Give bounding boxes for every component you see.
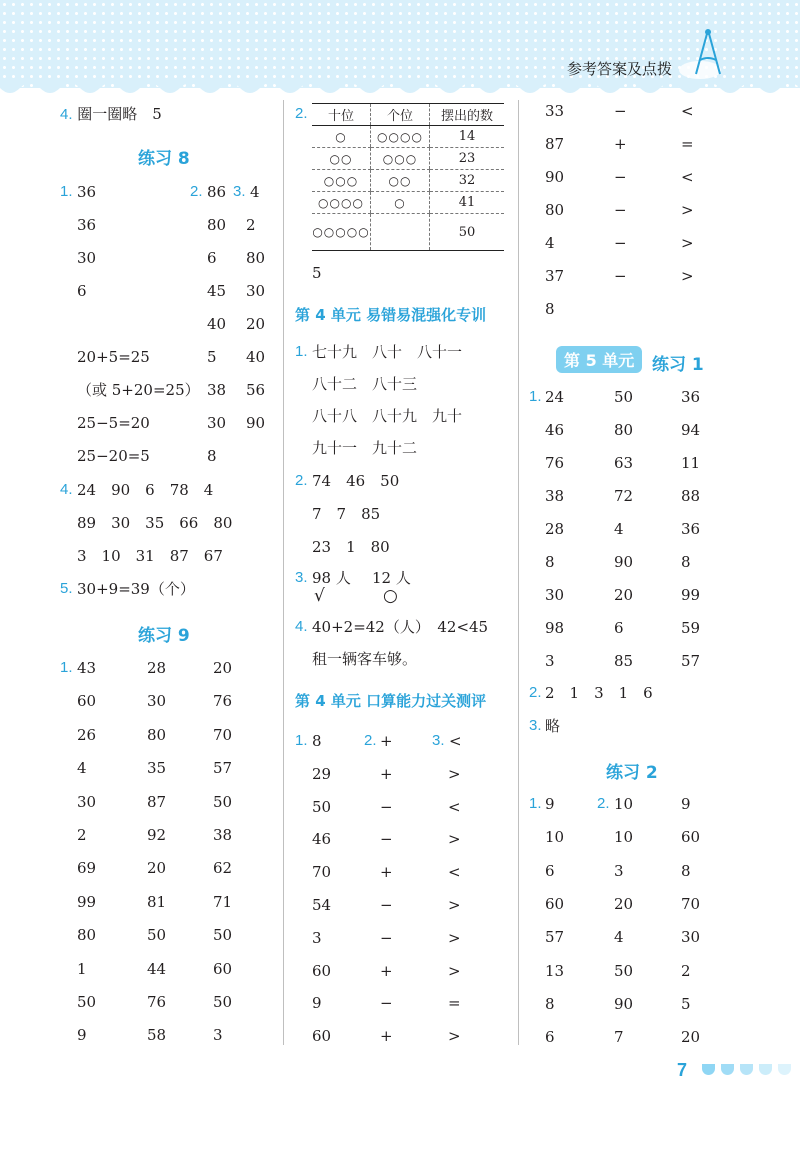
table-cell: ○○○○○: [312, 214, 371, 251]
ex8-q2-ans: 5: [207, 348, 217, 366]
table-cell: ○: [312, 126, 371, 148]
ex8-q2-ans: 45: [207, 282, 227, 300]
unit5-ex1-title: 练习 1: [652, 355, 704, 375]
answer-cell: >: [681, 267, 694, 285]
ex1-q2-num: 2.: [529, 684, 542, 701]
u4b-q1-num: 1.: [295, 732, 308, 749]
answer-cell: 38: [545, 487, 565, 505]
answer-cell: 63: [614, 454, 634, 472]
u4a-q1-num: 1.: [295, 343, 308, 360]
answer-cell: 60: [312, 961, 332, 980]
column-divider-1: [283, 100, 284, 1045]
answer-cell: 80: [545, 201, 565, 219]
answer-cell: 6: [614, 619, 624, 637]
ex8-q3-ans: 4: [250, 183, 260, 201]
ex8-q3-ans: 30: [246, 282, 266, 300]
answer-cell: 29: [312, 764, 332, 783]
answer-cell: 20: [614, 586, 634, 604]
u4a-q2-line: 74 46 50: [312, 472, 400, 490]
answer-cell: 46: [312, 830, 332, 849]
answer-cell: 87: [147, 792, 167, 811]
answer-cell: 85: [614, 652, 634, 670]
unit5-label: 第 5 单元: [556, 346, 642, 373]
answer-cell: >: [448, 896, 461, 914]
answer-cell: <: [449, 732, 462, 750]
u4a-q2-num: 2.: [295, 472, 308, 489]
ex8-q3-ans: 40: [246, 348, 266, 366]
ex8-q2-ans: 86: [207, 183, 227, 201]
answer-cell: −: [614, 168, 627, 186]
table-cell: 23: [430, 148, 505, 170]
ex8-q3-num: 3.: [233, 183, 246, 200]
answer-cell: +: [380, 764, 393, 783]
answer-cell: 50: [213, 993, 233, 1011]
answer-cell: 3: [213, 1026, 223, 1045]
ex2-title: 练习 2: [606, 763, 658, 783]
answer-cell: 50: [213, 926, 233, 945]
table-cell: ○○○○: [312, 192, 371, 214]
answer-cell: 80: [614, 421, 634, 439]
answer-cell: +: [380, 1027, 393, 1046]
answer-cell: 44: [147, 959, 167, 978]
u4a-q2-line: 7 7 85: [312, 505, 381, 523]
answer-cell: 60: [312, 1027, 332, 1046]
answer-cell: 72: [614, 487, 634, 505]
answer-cell: 37: [545, 267, 565, 285]
answer-cell: 5: [681, 994, 691, 1013]
answer-cell: −: [614, 102, 627, 120]
answer-cell: 60: [545, 894, 565, 913]
answer-cell: >: [448, 764, 461, 783]
answer-cell: 9: [681, 795, 691, 813]
answer-cell: 57: [545, 928, 565, 947]
answer-cell: 30: [681, 928, 701, 947]
u4a-q3-b: 12 人: [372, 569, 411, 587]
col2-after-table: 5: [312, 264, 322, 282]
ex8-q2-ans: 40: [207, 315, 227, 333]
answer-cell: 54: [312, 896, 332, 914]
answer-cell: 2: [77, 826, 87, 844]
ex1-q3-num: 3.: [529, 717, 542, 734]
answer-cell: 62: [213, 859, 233, 878]
ex8-q3-ans: 56: [246, 381, 266, 399]
answer-cell: >: [681, 201, 694, 219]
ex2-q2-num: 2.: [597, 795, 610, 812]
u4b-q3-num: 3.: [432, 732, 445, 749]
header-title: 参考答案及点拨: [566, 60, 672, 78]
ex8-q4-row: 89 30 35 66 80: [77, 514, 233, 532]
answer-cell: 11: [681, 454, 701, 472]
answer-cell: 46: [545, 421, 565, 439]
answer-cell: 99: [681, 586, 701, 604]
table-header: 十位: [312, 104, 371, 126]
table-row: [312, 214, 504, 251]
answer-cell: 43: [77, 659, 97, 677]
table-row: [312, 192, 504, 214]
answer-cell: 90: [545, 168, 565, 186]
answer-cell: −: [380, 896, 393, 914]
answer-cell: 13: [545, 961, 565, 980]
table-cell: ○○○○: [371, 126, 430, 148]
answer-cell: 36: [681, 388, 701, 406]
answer-cell: 20: [681, 1028, 701, 1047]
ex8-q2-ans: 6: [207, 249, 217, 267]
answer-cell: 81: [147, 892, 167, 911]
answer-cell: 8: [545, 553, 555, 571]
table-cell: ○○: [312, 148, 371, 170]
answer-cell: 36: [681, 520, 701, 538]
deco-dot: [721, 1064, 734, 1075]
answer-cell: 20: [213, 659, 233, 677]
compass-icon: [678, 26, 736, 84]
answer-cell: 8: [681, 861, 691, 880]
answer-cell: 6: [545, 1028, 555, 1047]
ex8-q1-ans: 30: [77, 249, 97, 267]
answer-cell: 88: [681, 487, 701, 505]
answer-cell: 70: [213, 725, 233, 744]
ex8-q1-ans: 6: [77, 282, 87, 300]
answer-cell: 70: [312, 863, 332, 882]
check-mark-icon: √: [314, 586, 325, 606]
col1-q4-top: 4. 圈一圈略 5: [60, 105, 162, 123]
answer-cell: 24: [545, 388, 565, 406]
answer-cell: 8: [312, 732, 322, 750]
answer-cell: 30: [147, 692, 167, 711]
answer-cell: =: [448, 994, 461, 1013]
table-cell: ○○○: [312, 170, 371, 192]
answer-cell: −: [380, 928, 393, 947]
table-cell: 32: [430, 170, 505, 192]
u4a-q2-line: 23 1 80: [312, 538, 390, 556]
circle-mark-icon: ○: [383, 586, 398, 606]
ex8-q3-ans: 2: [246, 216, 256, 234]
u4a-q4-line: 40+2=42（人） 42<45: [312, 618, 489, 636]
answer-cell: <: [448, 797, 461, 816]
answer-cell: 80: [147, 725, 167, 744]
answer-cell: 57: [681, 652, 701, 670]
answer-cell: >: [448, 830, 461, 849]
answer-cell: −: [380, 797, 393, 816]
answer-cell: 3: [545, 652, 555, 670]
ex9-q1-num: 1.: [60, 659, 73, 676]
ex8-q2-num: 2.: [190, 183, 203, 200]
answer-cell: 7: [614, 1028, 624, 1047]
answer-cell: −: [614, 201, 627, 219]
ex1-q3-ans: 略: [545, 717, 561, 735]
table-cell: 50: [430, 214, 505, 251]
answer-cell: 98: [545, 619, 565, 637]
page-number: 7: [677, 1060, 688, 1080]
answer-cell: <: [448, 863, 461, 882]
answer-cell: −: [614, 234, 627, 252]
answer-cell: >: [681, 234, 694, 252]
answer-cell: 50: [614, 388, 634, 406]
table-header: 摆出的数: [430, 104, 505, 126]
answer-cell: 4: [614, 928, 624, 947]
u4a-q1-line: 八十八 八十九 九十: [312, 407, 463, 425]
answer-cell: 59: [681, 619, 701, 637]
answer-cell: 4: [77, 759, 87, 778]
answer-cell: −: [380, 994, 393, 1013]
answer-cell: 33: [545, 102, 565, 120]
answer-cell: −: [380, 830, 393, 849]
answer-cell: >: [448, 961, 461, 980]
ex1-q1-num: 1.: [529, 388, 542, 405]
table-cell: ○: [371, 192, 430, 214]
table-cell: [371, 214, 430, 251]
answer-cell: >: [448, 1027, 461, 1046]
deco-dot: [702, 1064, 715, 1075]
answer-cell: 28: [147, 659, 167, 677]
ex8-q3-ans: 90: [246, 414, 266, 432]
answer-cell: 60: [681, 828, 701, 847]
ex8-q2-ans: 8: [207, 447, 217, 465]
answer-cell: 50: [312, 797, 332, 816]
answer-cell: 94: [681, 421, 701, 439]
u4a-q4-num: 4.: [295, 618, 308, 635]
ex1-q2-ans: 2 1 3 1 6: [545, 684, 653, 702]
table-cell: ○○: [371, 170, 430, 192]
u4a-q1-line: 九十一 九十二: [312, 439, 418, 457]
ex8-q5-ans: 30+9=39（个）: [77, 580, 195, 598]
answer-cell: 57: [213, 759, 233, 778]
answer-cell: <: [681, 168, 694, 186]
answer-cell: 50: [213, 792, 233, 811]
answer-cell: 60: [77, 692, 97, 711]
answer-cell: 10: [614, 795, 634, 813]
deco-dot: [778, 1064, 791, 1075]
answer-cell: 8: [545, 300, 555, 318]
ex2-q1-num: 1.: [529, 795, 542, 812]
answer-cell: 4: [545, 234, 555, 252]
answer-cell: 6: [545, 861, 555, 880]
answer-cell: 76: [213, 692, 233, 711]
table-header: 个位: [371, 104, 430, 126]
answer-cell: 20: [614, 894, 634, 913]
ex8-equation: （或 5+20=25）: [77, 381, 200, 399]
answer-cell: 50: [614, 961, 634, 980]
answer-cell: 76: [147, 993, 167, 1011]
ex8-q2-ans: 80: [207, 216, 227, 234]
answer-cell: 8: [545, 994, 555, 1013]
answer-cell: 26: [77, 725, 97, 744]
answer-cell: <: [681, 102, 694, 120]
ex8-q1-ans: 36: [77, 183, 97, 201]
answer-cell: 2: [681, 961, 691, 980]
ex8-q3-ans: 80: [246, 249, 266, 267]
table-row: [312, 148, 504, 170]
ex8-equation: 20+5=25: [77, 348, 150, 366]
deco-dot: [740, 1064, 753, 1075]
ex8-equation: 25−20=5: [77, 447, 150, 465]
answer-cell: 70: [681, 894, 701, 913]
answer-cell: 71: [213, 892, 233, 911]
deco-dot: [759, 1064, 772, 1075]
ex8-equation: 25−5=20: [77, 414, 150, 432]
answer-cell: 9: [312, 994, 322, 1013]
answer-cell: 1: [77, 959, 87, 978]
answer-cell: 28: [545, 520, 565, 538]
answer-cell: 9: [77, 1026, 87, 1045]
col2-q2-num: 2.: [295, 105, 308, 122]
answer-cell: 30: [77, 792, 97, 811]
u4a-q3-a: 98 人: [312, 569, 351, 587]
answer-cell: 4: [614, 520, 624, 538]
answer-cell: 50: [77, 993, 97, 1011]
answer-cell: 92: [147, 826, 167, 844]
ex8-q1-num: 1.: [60, 183, 73, 200]
ex8-q4-row: 24 90 6 78 4: [77, 481, 214, 499]
answer-cell: =: [681, 135, 694, 153]
unit4-heading-a: 第 4 单元 易错易混强化专训: [295, 306, 487, 324]
answer-cell: 69: [77, 859, 97, 878]
answer-cell: 99: [77, 892, 97, 911]
ex8-q4-row: 3 10 31 87 67: [77, 547, 223, 565]
answer-cell: 90: [614, 553, 634, 571]
answer-cell: 90: [614, 994, 634, 1013]
answer-cell: 87: [545, 135, 565, 153]
u4b-q2-num: 2.: [364, 732, 377, 749]
answer-cell: 8: [681, 553, 691, 571]
answer-cell: +: [614, 135, 627, 153]
answer-cell: 50: [147, 926, 167, 945]
ex8-q3-ans: 20: [246, 315, 266, 333]
answer-cell: 60: [213, 959, 233, 978]
ex8-q4-num: 4.: [60, 481, 73, 498]
table-cell: 14: [430, 126, 505, 148]
answer-cell: 20: [147, 859, 167, 878]
answer-cell: −: [614, 267, 627, 285]
answer-cell: 80: [77, 926, 97, 945]
u4a-q3-num: 3.: [295, 569, 308, 586]
column-divider-2: [518, 100, 519, 1045]
answer-cell: 58: [147, 1026, 167, 1045]
answer-cell: 9: [545, 795, 555, 813]
answer-cell: 30: [545, 586, 565, 604]
ex8-q2-ans: 30: [207, 414, 227, 432]
ex9-title: 练习 9: [138, 626, 190, 646]
answer-cell: 38: [213, 826, 233, 844]
answer-cell: 10: [545, 828, 565, 847]
ex8-q1-ans: 36: [77, 216, 97, 234]
answer-cell: 76: [545, 454, 565, 472]
u4a-q1-line: 八十二 八十三: [312, 375, 418, 393]
answer-cell: 3: [312, 928, 322, 947]
table-cell: 41: [430, 192, 505, 214]
answer-cell: 35: [147, 759, 167, 778]
answer-cell: +: [380, 732, 393, 750]
u4a-q1-line: 七十九 八十 八十一: [312, 343, 463, 361]
ex8-q5-num: 5.: [60, 580, 73, 597]
u4a-q4-line: 租一辆客车够。: [312, 650, 418, 668]
answer-cell: 3: [614, 861, 624, 880]
answer-cell: +: [380, 961, 393, 980]
ex8-title: 练习 8: [138, 149, 190, 169]
answer-cell: 10: [614, 828, 634, 847]
ex8-q2-ans: 38: [207, 381, 227, 399]
answer-cell: +: [380, 863, 393, 882]
table-cell: ○○○: [371, 148, 430, 170]
unit4-heading-b: 第 4 单元 口算能力过关测评: [295, 692, 487, 710]
answer-cell: >: [448, 928, 461, 947]
table-row: [312, 126, 504, 148]
table-row: [312, 170, 504, 192]
place-value-table: [312, 103, 504, 251]
